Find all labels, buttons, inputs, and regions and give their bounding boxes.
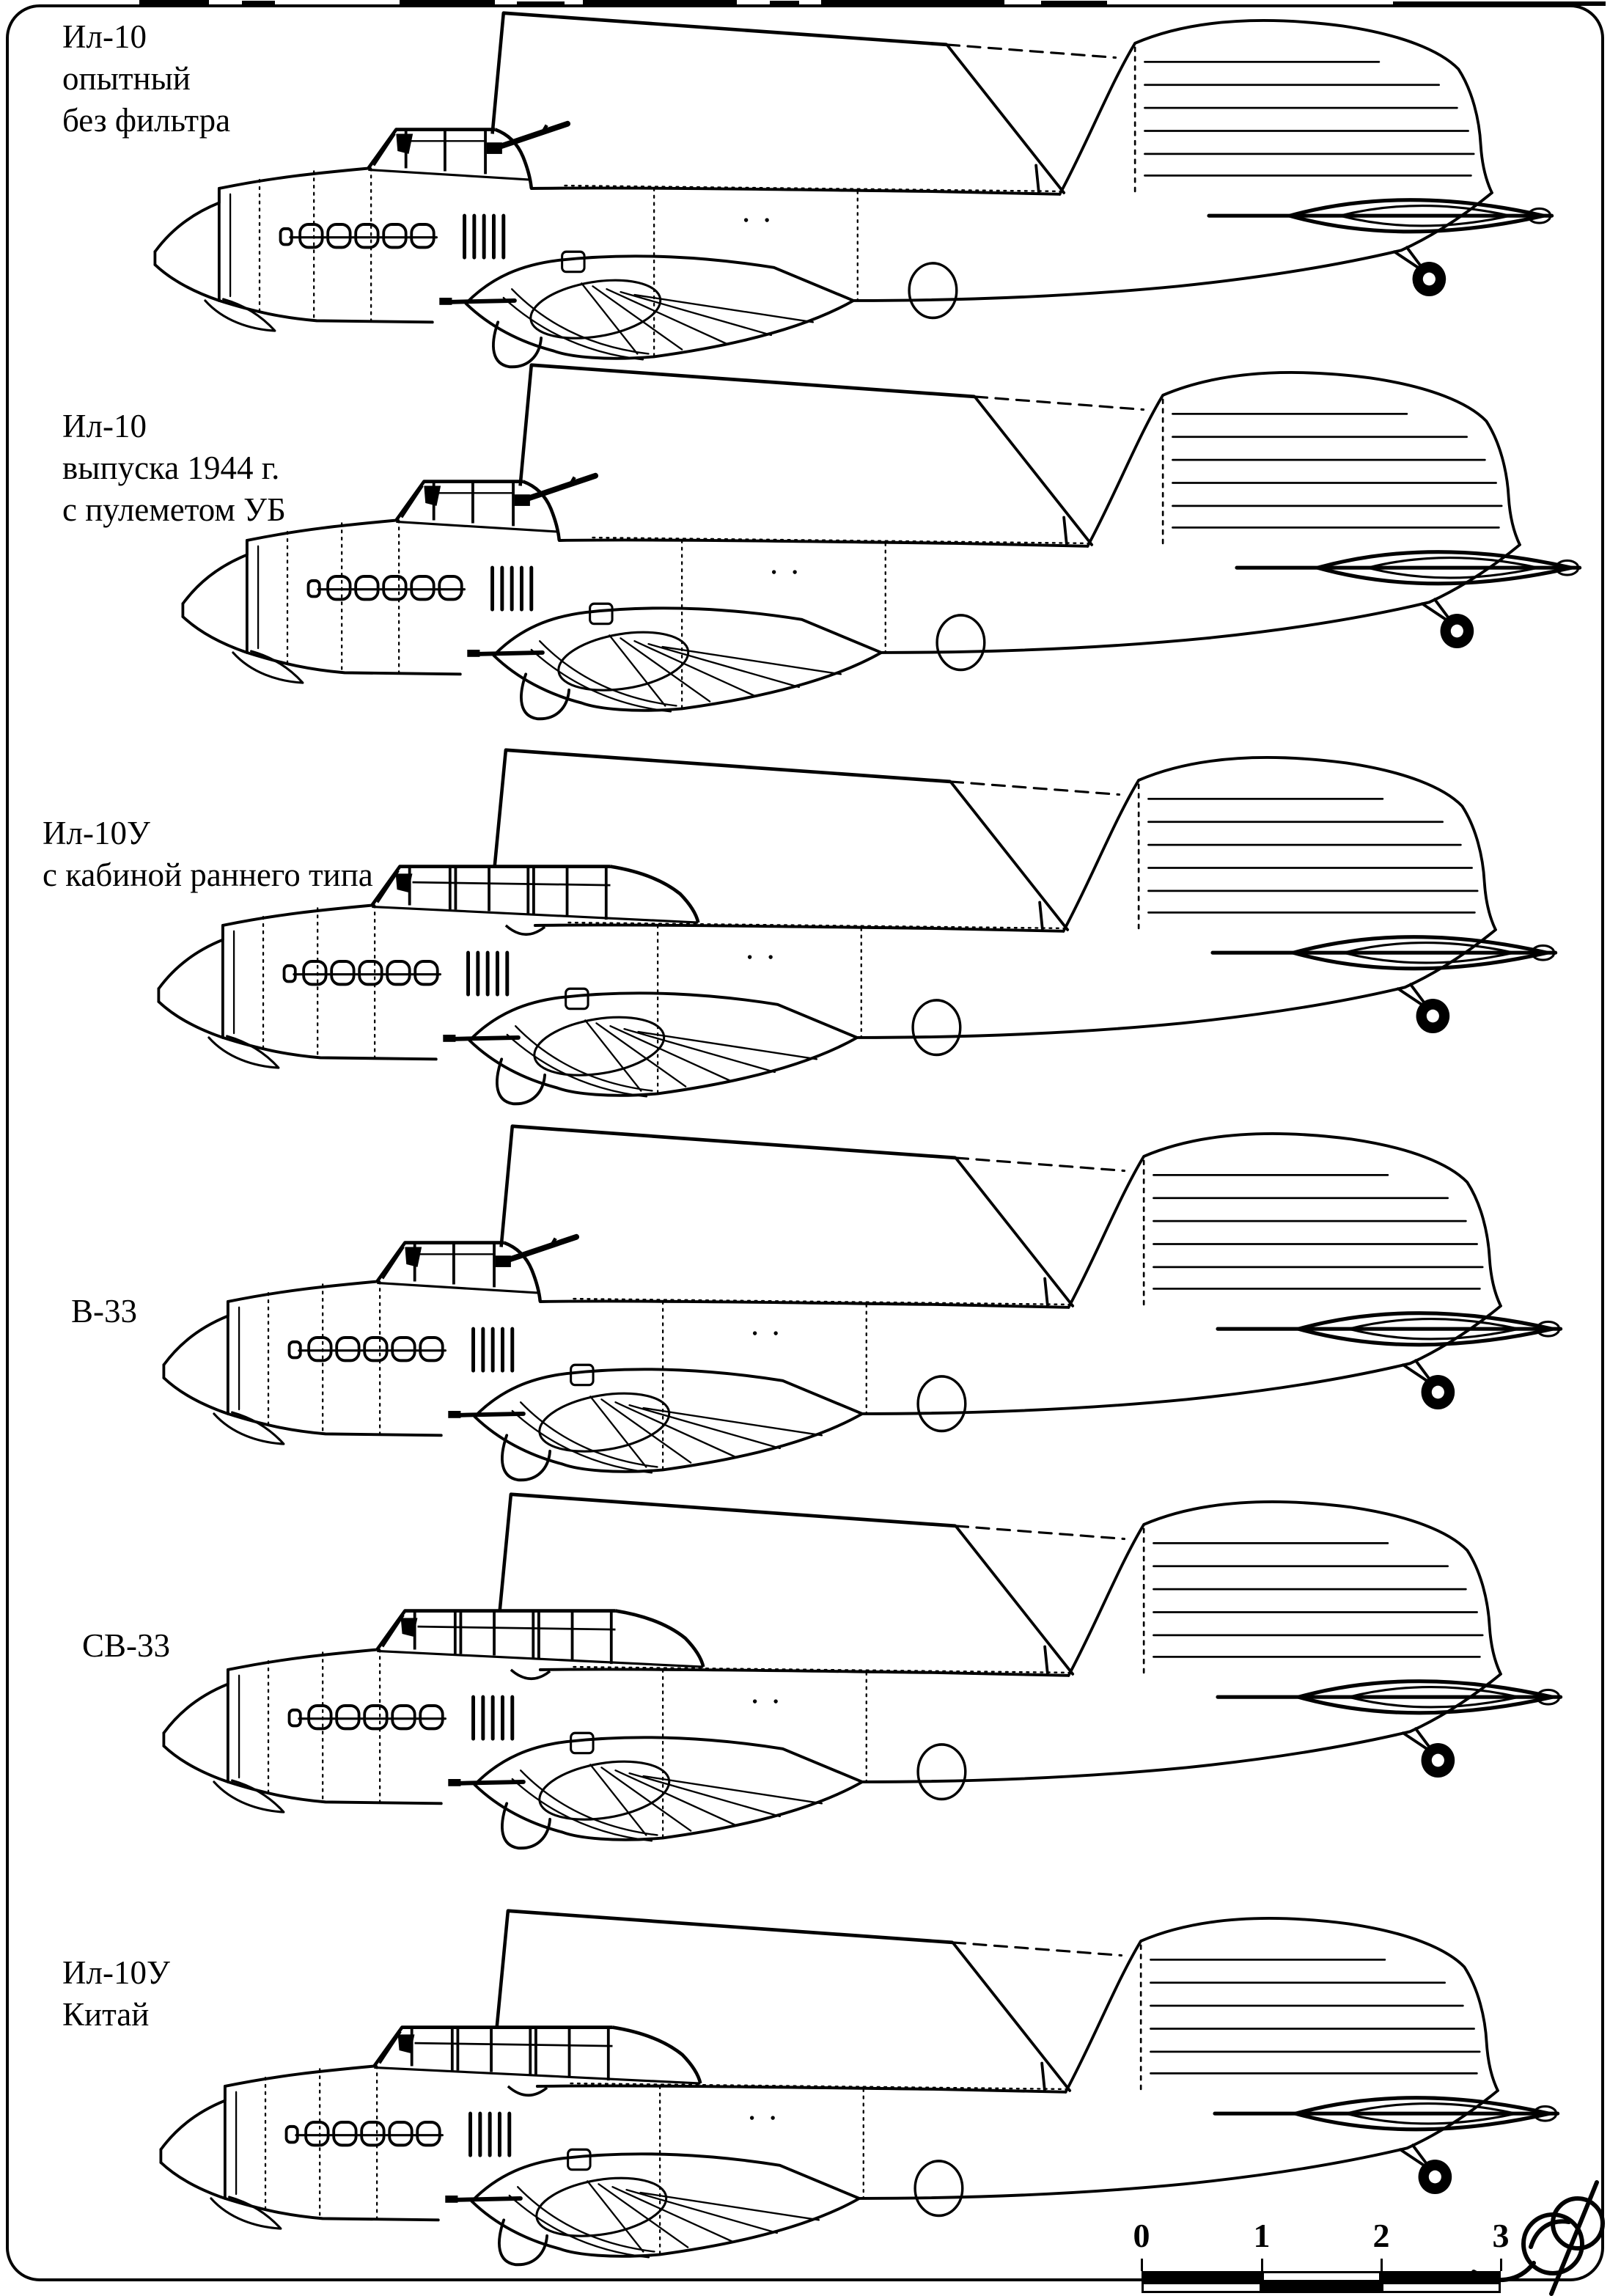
scale-tick-label: 3	[1492, 2217, 1510, 2254]
scale-segment	[1142, 2271, 1262, 2282]
aircraft-drawing	[155, 1118, 1570, 1484]
scale-tick	[1261, 2259, 1263, 2271]
variant-subtitle: с пулеметом УБ	[62, 491, 286, 528]
aircraft-drawing	[152, 1902, 1567, 2269]
variant-subtitle: Китай	[62, 1996, 150, 2033]
scale-segment	[1262, 2282, 1381, 2293]
variant-name: Ил-10У	[43, 815, 150, 851]
scale-tick-label: 1	[1253, 2217, 1271, 2254]
variant-name: Ил-10	[62, 18, 147, 55]
variant-subtitle: выпуска 1944 г.	[62, 450, 280, 486]
scale-tick-label: 2	[1372, 2217, 1390, 2254]
scale-segment	[1262, 2271, 1381, 2282]
aircraft-drawing	[155, 1486, 1570, 1852]
artist-monogram-icon	[1466, 2176, 1610, 2296]
scale-tick-label: 0	[1133, 2217, 1150, 2254]
aircraft-drawing	[147, 4, 1562, 371]
variant-subtitle: опытный	[62, 60, 191, 97]
scale-segment	[1142, 2282, 1262, 2293]
aircraft-drawing	[174, 356, 1589, 723]
variant-name: СВ-33	[82, 1627, 171, 1664]
aircraft-drawing	[150, 741, 1565, 1108]
variant-label	[71, 1291, 137, 1332]
variant-subtitle: без фильтра	[62, 102, 231, 139]
scale-tick	[1141, 2259, 1143, 2271]
scale-tick	[1381, 2259, 1383, 2271]
variant-name: В-33	[71, 1293, 137, 1329]
variant-subtitle: с кабиной раннего типа	[43, 857, 373, 893]
variant-name: Ил-10У	[62, 1954, 170, 1991]
variant-name: Ил-10	[62, 408, 147, 444]
